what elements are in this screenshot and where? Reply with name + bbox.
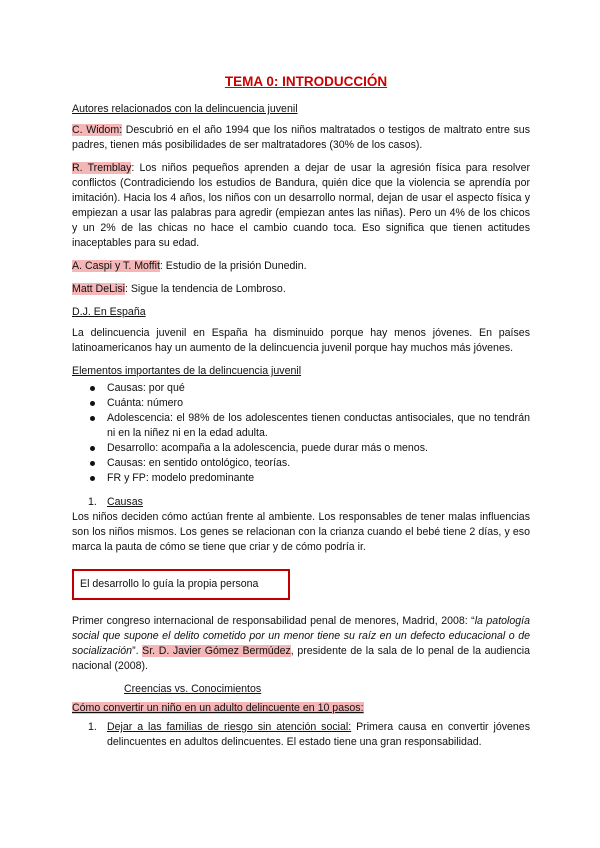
delisi-paragraph: [72, 282, 530, 297]
causas-number: 1.: [88, 496, 97, 508]
widom-text: Descubrió en el año 1994 que los niños maltratados o testigos de maltrato entre sus padres, tienen más posibilidades de ser maltratadores (30% de los casos).: [72, 124, 530, 151]
widom-paragraph: [72, 123, 530, 153]
authors-heading: Autores relacionados con la delincuencia juvenil: [72, 103, 298, 115]
list-item: Adolescencia: el 98% de los adolescentes tienen conductas antisociales, que no tendrán ni en la niñez ni en la edad adulta.: [88, 411, 530, 441]
beliefs-heading: Creencias vs. Conocimientos: [124, 683, 262, 695]
list-item: Desarrollo: acompaña a la adolescencia, puede durar más o menos.: [88, 441, 530, 456]
delisi-text: : Sigue la tendencia de Lombroso.: [124, 283, 286, 295]
caspi-paragraph: [72, 259, 530, 274]
steps-heading: Cómo convertir un niño en un adulto delincuente en 10 pasos:: [72, 702, 364, 714]
author-delisi: Matt DeLisi: [72, 283, 125, 295]
elements-heading: Elementos importantes de la delincuencia juvenil: [72, 365, 302, 377]
steps-list: [88, 720, 530, 750]
author-widom: C. Widom:: [72, 124, 123, 136]
author-gomez-bermudez: Sr. D. Javier Gómez Bermúdez: [142, 645, 291, 657]
congress-close: ”.: [132, 645, 143, 657]
steps-heading-wrap: [72, 701, 530, 716]
author-caspi-moffit: A. Caspi y T. Moffit: [72, 260, 160, 272]
highlight-box: El desarrollo lo guía la propia persona: [72, 569, 290, 600]
step-number: 1.: [88, 721, 97, 733]
step-text: Primera causa en convertir jóvenes delincuentes en adultos delincuentes. El estado tiene una gran responsabilidad.: [107, 721, 530, 748]
congress-quote: la patología social que supone el delito cometido por un menor tiene su raíz en un defecto educacional o de socialización: [72, 615, 531, 657]
congress-tail: , presidente de la sala de lo penal de la audiencia nacional (2008).: [72, 645, 530, 672]
tremblay-paragraph: [72, 161, 530, 251]
list-item: Causas: en sentido ontológico, teorías.: [88, 456, 530, 471]
tremblay-text: : Los niños pequeños aprenden a dejar de usar la agresión física para resolver conflictos (Contradiciendo los estudios de Bandura, quién dice que la violencia se aprendía por imitación). Hacia los 4 años, los niños con un desarrollo normal, dejan de usar el aspecto física y empiezan a usar las palabras para agredir (empiezan antes las niñas). Pero un 4% de los chicos y un 2% de las chicas no hace el cambio cuando toca. Eso significa que tienen actitudes inaceptables para su edad.: [72, 162, 530, 249]
causas-paragraph: Los niños deciden cómo actúan frente al ambiente. Los responsables de tener malas influencias son los niños mismos. Los genes se relacionan con la crianza cuando el bebé tiene 2 días, y eso marca la pauta de cómo se tiene que criar y de cómo podría ir.: [72, 511, 530, 553]
list-item: Causas: por qué: [88, 381, 530, 396]
elements-list: [88, 381, 530, 486]
causas-item: [88, 495, 530, 510]
spain-paragraph: La delincuencia juvenil en España ha disminuido porque hay menos jóvenes. En países latinoamericanos hay un aumento de la delincuencia juvenil porque hay muchos más jóvenes.: [72, 327, 530, 354]
congress-paragraph: [72, 614, 530, 674]
list-item: Cuánta: número: [88, 396, 530, 411]
step-title: Dejar a las familias de riesgo sin atención social:: [107, 721, 352, 733]
congress-text: Primer congreso internacional de responsabilidad penal de menores, Madrid, 2008: “: [72, 615, 475, 627]
spain-heading: D.J. En España: [72, 306, 146, 318]
step-item: [88, 720, 530, 750]
caspi-text: : Estudio de la prisión Dunedin.: [159, 260, 307, 272]
page-title: TEMA 0: INTRODUCCIÓN: [224, 74, 388, 89]
causas-list: [88, 495, 530, 510]
causas-heading: Causas: [107, 496, 143, 508]
author-tremblay: R. Tremblay: [72, 162, 132, 174]
list-item: FR y FP: modelo predominante: [88, 471, 530, 486]
